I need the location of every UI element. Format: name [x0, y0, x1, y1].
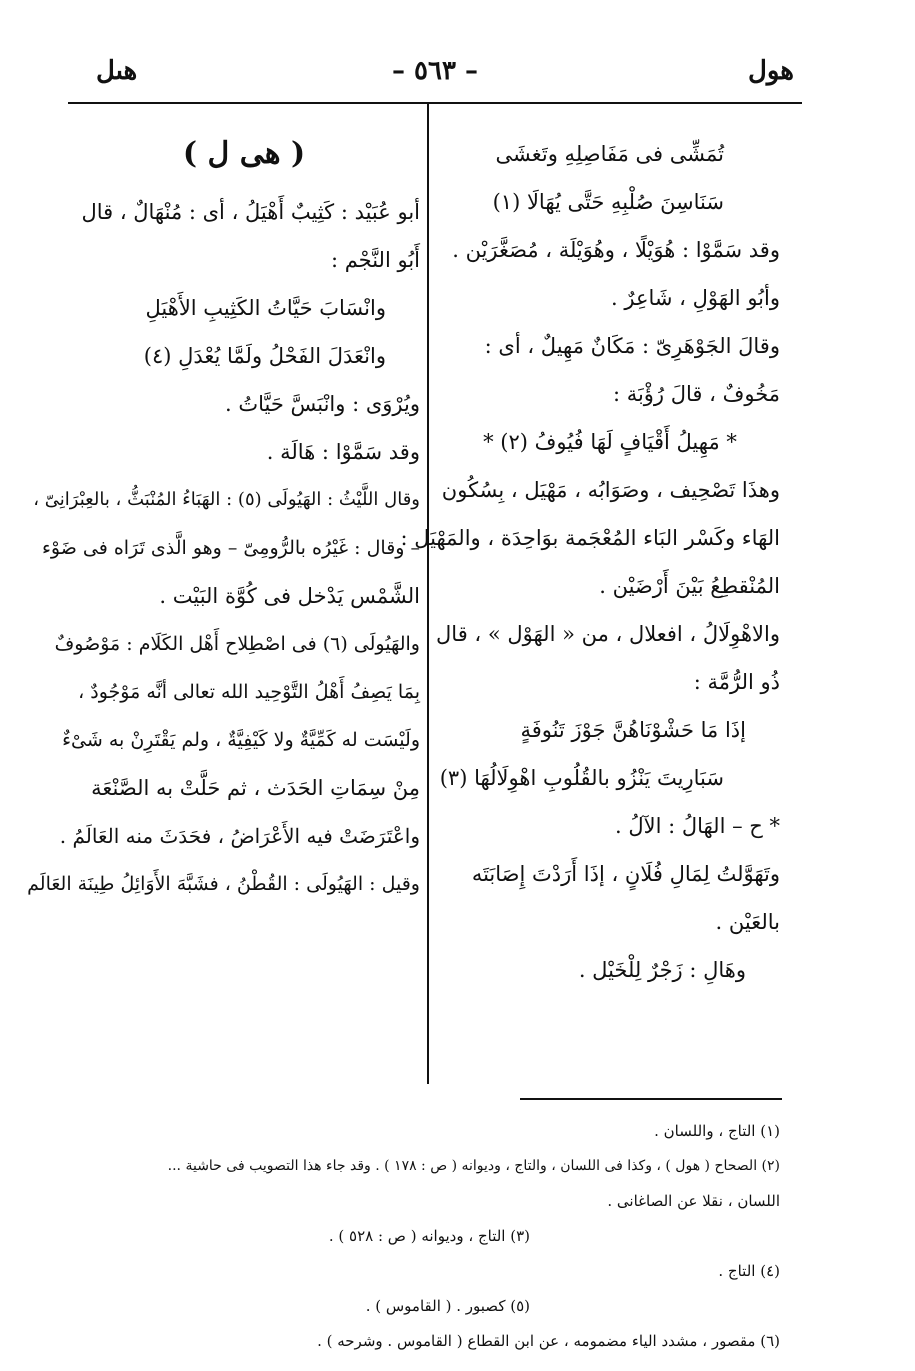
text-line: سَنَاسِنَ صُلْبِهِ حَتَّى يُهَالَا (١): [492, 190, 724, 214]
right-column: [400, 130, 780, 994]
entry-title: ( هى ل ): [182, 136, 306, 171]
header-rule: [68, 102, 802, 104]
text-line: تُمَشِّى فى مَفَاصِلِهِ وتَغشَى: [495, 142, 724, 166]
text-line: وقد سَمَّوْا : هُوَيْلًا ، وهُوَيْلَة ، مُصَغَّرَيْن .: [452, 238, 780, 262]
text-line: وقيل : الهَيُولَى : القُطْنُ ، فشَبَّهَ الأَوَائِلُ طِينَة العَالَم: [27, 873, 420, 895]
page-header: [68, 52, 802, 96]
text-line: مَخُوفٌ ، قالَ رُؤْبَة :: [612, 382, 780, 406]
text-line: وقالَ الجَوْهَرِىّ : مَكَانٌ مَهِيلٌ ، أى :: [484, 334, 780, 358]
text-line: والاهْوِلَالُ ، افعلال ، من « الهَوْل » ، قال: [436, 622, 780, 646]
footnote-2: (٢) الصحاح ( هول ) ، وكذا فى اللسان ، والتاج ، وديوانه ( ص : ١٧٨ ) . وقد جاء هذا التصويب فى حاشية ...: [167, 1158, 780, 1174]
text-line: * ح – الهَالُ : الآلُ .: [615, 814, 780, 838]
text-line: المُنْقطِعُ بَيْنَ أَرْضَيْن .: [599, 574, 780, 598]
text-line: الشَّمْس يَدْخل فى كُوَّة البَيْت .: [159, 584, 420, 608]
text-line: أبو عُبَيْد : كَثِيبٌ أَهْيَلُ ، أى : مُنْهَالٌ ، قال: [81, 200, 420, 224]
header-root-right: هول: [747, 56, 794, 86]
text-line: وانْعَدَلَ الفَحْلُ ولَمَّا يُعْدَلِ (٤): [143, 344, 386, 368]
text-line: سَبَارِيتَ يَنْزُو بالقُلُوبِ اهْوِلَالُهَا (٣): [439, 766, 724, 790]
text-line: وتَهَوَّلتُ لِمَالِ فُلَانٍ ، إذَا أَرَدْتَ إِصَابَتَه: [471, 862, 780, 886]
footnote-2-continued: اللسان ، نقلا عن الصاغانى .: [607, 1192, 780, 1210]
footnote-5: (٥) كصبور . ( القاموس ) .: [365, 1297, 530, 1315]
footnote-6: (٦) مقصور ، مشدد الياء مضمومه ، عن ابن القطاع ( القاموس . وشرحه ) .: [317, 1332, 780, 1350]
text-line: واعْتَرَضَتْ فيه الأَعْرَاضُ ، فحَدَثَ منه العَالَمُ .: [59, 824, 420, 848]
left-column: [27, 130, 420, 908]
column-divider: [427, 104, 429, 1084]
text-line: * مَهِيلُ أَقْيَافٍ لَهَا فُيُوفُ (٢) *: [483, 430, 737, 454]
page-number: – ٥٦٣ –: [391, 56, 479, 86]
text-line: مِنْ سِمَاتِ الحَدَث ، ثم حَلَّتْ به الصَّنْعَة: [91, 776, 420, 800]
text-line: الهَاء وكَسْر البَاء المُعْجَمة بوَاحِدَة ، والمَهْيَل :: [400, 526, 780, 550]
footnote-4: (٤) التاج .: [718, 1262, 780, 1280]
text-line: وقد سَمَّوْا : هَالَة .: [266, 440, 420, 464]
text-line: وهَالِ : زَجْرٌ لِلْخَيْل .: [578, 958, 746, 982]
text-line: ويُرْوَى : وانْبَسَّ حَيَّاتُ .: [224, 392, 420, 416]
footnote-3: (٣) التاج ، وديوانه ( ص : ٥٢٨ ) .: [328, 1227, 530, 1245]
header-root-left: هىل: [96, 56, 138, 86]
text-line: وهذَا تَصْحِيف ، وصَوَابُه ، مَهْيَل ، بِسُكُون: [441, 478, 780, 502]
text-line: وقال اللَّيْثُ : الهَيُولَى (٥) : الهَبَاءُ المُنْبَثُّ ، بالعِبْرَانِىّ ،: [33, 489, 420, 510]
text-line: ذُو الرُّمَّة :: [693, 670, 780, 694]
text-line: وأبُو الهَوْلِ ، شَاعِرٌ .: [611, 286, 780, 310]
footnote-1: (١) التاج ، واللسان .: [654, 1122, 780, 1140]
text-line: والهَيُولَى (٦) فى اصْطِلاح أَهْل الكَلَام : مَوْصُوفٌ: [54, 633, 420, 655]
text-line: أَبُو النَّجْم :: [330, 248, 420, 272]
text-line: ولَيْسَت له كَمِّيَّةٌ ولا كَيْفِيَّةٌ ، ولم يَقْتَرِنْ به شَىْءٌ: [62, 729, 420, 751]
footnote-rule: [520, 1098, 782, 1100]
text-line: وانْسَابَ حَيَّاتُ الكَثِيبِ الأَهْيَلِ: [145, 296, 386, 320]
text-line: – وقال : غَيْرُه بالرُّومِىّ – وهو الَّذى تَرَاه فى ضَوْء: [41, 537, 420, 559]
text-line: إذَا مَا حَشْوْنَاهُنَّ جَوْزَ تَنُوفَةٍ: [520, 718, 746, 742]
text-line: بالعَيْن .: [715, 910, 780, 934]
footnotes: [80, 1114, 780, 1359]
text-line: بِمَا يَصِفُ أَهْلُ التَّوْحِيد الله تعالى أنَّه مَوْجُودٌ ،: [78, 681, 420, 703]
